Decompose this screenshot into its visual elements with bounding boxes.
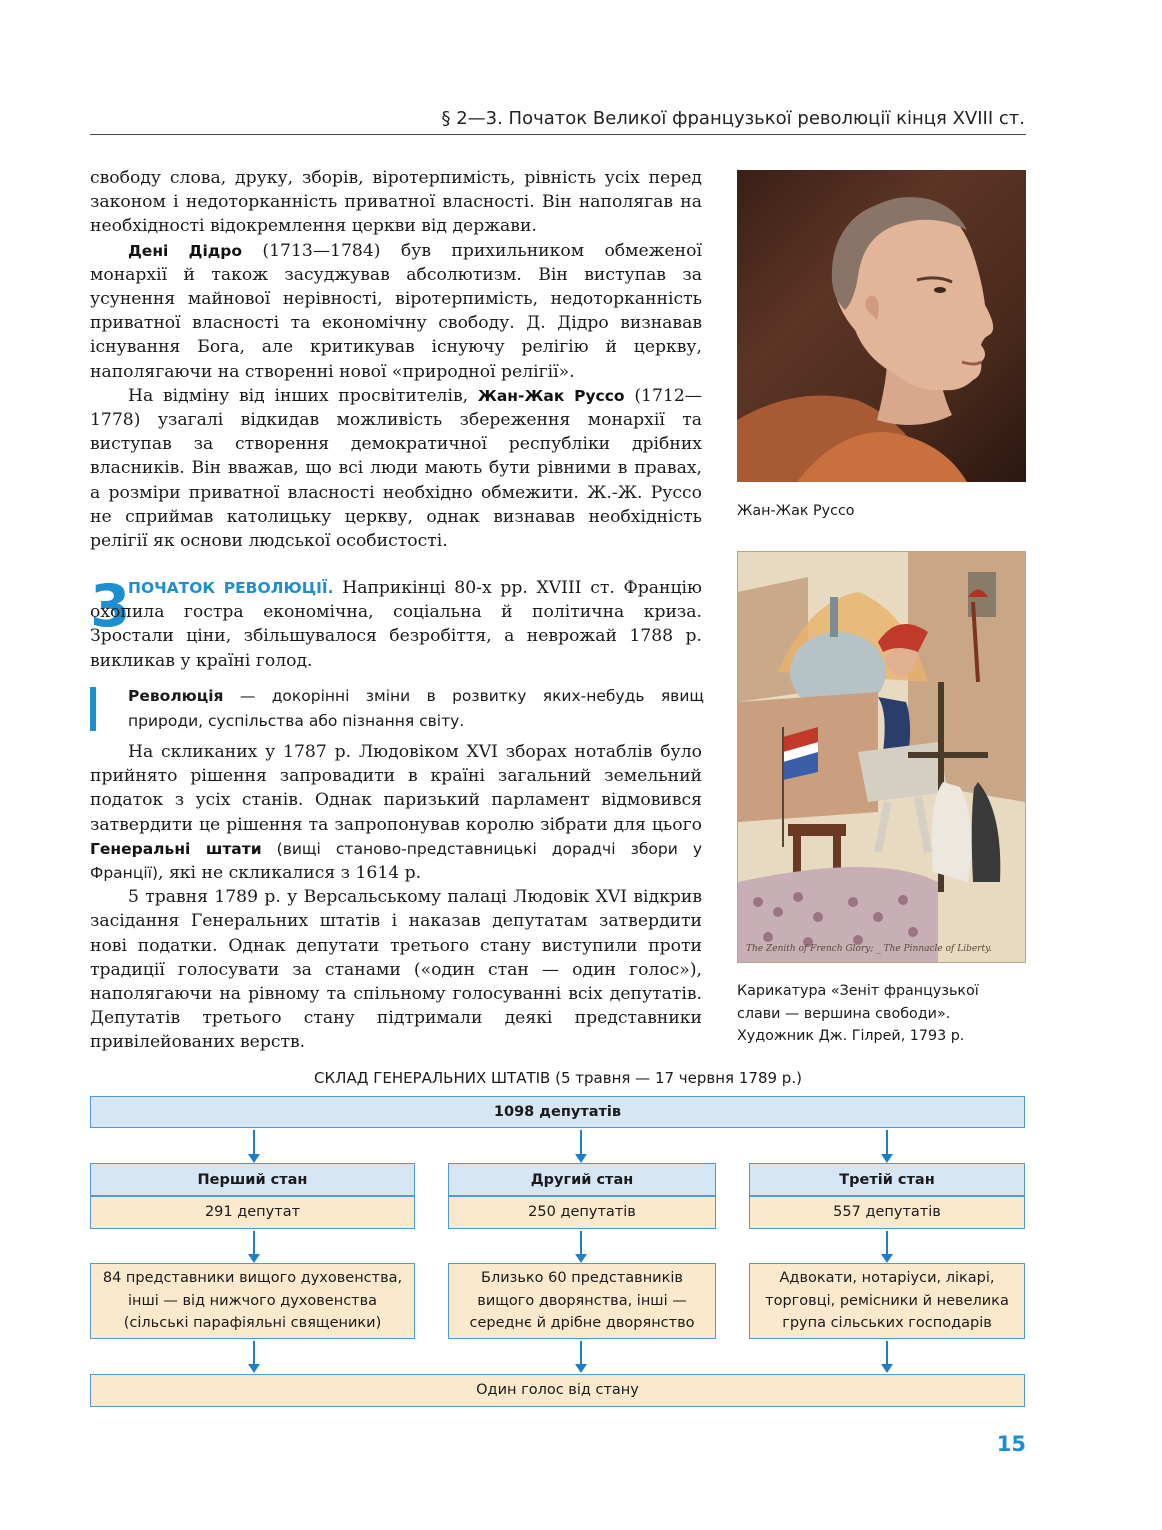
- diderot-text: (1713—1784) був прихильником обмеженої монархії й також засуджував абсолютизм. Він виступав за усунення майнової нерівності, віротерпимість, недоторканність приватної власності та економічну свободу. Д. Дідро визнавав існування Бога, але критикував існуючу релігію й церкву, наполягаючи на створенні нової «природної релігії».: [90, 240, 702, 382]
- arrow-down-icon: [580, 1341, 582, 1365]
- section3-paragraph: [90, 572, 702, 673]
- rousseau-portrait: [737, 170, 1026, 482]
- diagram-title-dates: (5 травня — 17 червня 1789 р.): [555, 1069, 802, 1087]
- estate-third-name: Третій стан: [749, 1163, 1025, 1196]
- body-text-bottom: [90, 740, 702, 1055]
- paragraph-notables: [90, 740, 702, 885]
- paragraph-montesquieu-end: свободу слова, друку, зборів, віротерпимість, рівність усіх перед законом і недоторканність приватної власності. Він наполягав на необхідності відокремлення церкви від держави.: [90, 168, 702, 237]
- rousseau-intro: На відміну від інших просвітителів,: [128, 385, 478, 406]
- paragraph-may5: 5 травня 1789 р. у Версальському палаці Людовік XVI відкрив засідання Генеральних штатів і наказав депутатам затвердити нові податки. Однак депутати третього стану виступили проти традиції голосувати за станами («один стан — один голос»), наполягаючи на рівному та спільному голосуванні всіх депутатів. Депутатів третього стану підтримали деякі представники привілейованих верств.: [90, 887, 702, 1053]
- arrow-down-icon: [886, 1130, 888, 1155]
- arrow-down-icon: [253, 1130, 255, 1155]
- body-text-top: [90, 166, 702, 553]
- caricature-illustration: [738, 552, 1025, 962]
- arrow-down-icon: [580, 1130, 582, 1155]
- definition: [128, 684, 704, 734]
- caricature-inscription: The Zenith of French Glory; _ The Pinnacle of Liberty.: [746, 944, 992, 954]
- definition-text: — докорінні зміни в розвитку яких-небудь явищ природи, суспільства або пізнання світу.: [128, 687, 704, 730]
- estate-second-composition: Близько 60 представників вищого дворянства, інші — середнє й дрібне дворянство: [448, 1263, 716, 1339]
- diderot-name: Дені Дідро: [128, 241, 243, 260]
- portrait-illustration: [737, 170, 1026, 482]
- estates-general-definition: (вищі станово-представницькі дорадчі збори у Франції): [90, 839, 702, 883]
- rousseau-name: Жан-Жак Руссо: [477, 386, 625, 405]
- running-header: § 2—3. Початок Великої французької революції кінця XVIII ст.: [441, 108, 1025, 129]
- page-number: 15: [996, 1432, 1026, 1456]
- arrow-down-icon: [253, 1231, 255, 1255]
- section3-body: Наприкінці 80-х рр. XVIII ст. Францію охопила гостра економічна, соціальна й політична криза. Зростали ціни, збільшувалося безробіття, а неврожай 1788 р. викликав у країні голод.: [90, 578, 702, 671]
- voting-rule: Один голос від стану: [90, 1374, 1025, 1407]
- notables-text: На скликаних у 1787 р. Людовіком XVI зборах нотаблів було прийнято рішення запровадити в країні загальний земельний податок з усіх станів. Однак паризький парламент відмовився затвердити це рішення та запропонував королю зібрати для цього: [90, 742, 702, 835]
- paragraph-rousseau: [90, 384, 702, 553]
- estate-second-count: 250 депутатів: [448, 1196, 716, 1229]
- diagram-title-main: СКЛАД ГЕНЕРАЛЬНИХ ШТАТІВ: [314, 1069, 551, 1087]
- estate-third-composition: Адвокати, нотаріуси, лікарі, торговці, ремісники й невелика група сільських господарів: [749, 1263, 1025, 1339]
- arrow-down-icon: [886, 1341, 888, 1365]
- diagram-total: 1098 депутатів: [90, 1096, 1025, 1128]
- definition-term: Революція: [128, 687, 224, 705]
- section3-title: ПОЧАТОК РЕВОЛЮЦІЇ.: [128, 579, 334, 597]
- diagram-title: [90, 1069, 1026, 1087]
- caricature-image: [737, 551, 1026, 963]
- paragraph-diderot: [90, 239, 702, 384]
- portrait-caption: Жан-Жак Руссо: [737, 503, 855, 519]
- arrow-down-icon: [580, 1231, 582, 1255]
- estate-first-count: 291 депутат: [90, 1196, 415, 1229]
- definition-bar: [90, 687, 96, 731]
- section3-text: [90, 572, 702, 673]
- header-rule: [90, 134, 1026, 135]
- estate-first-name: Перший стан: [90, 1163, 415, 1196]
- estate-second-name: Другий стан: [448, 1163, 716, 1196]
- estate-first-composition: 84 представники вищого духовенства, інші — від нижчого духовенства (сільські парафіяльні священики): [90, 1263, 415, 1339]
- estate-third-count: 557 депутатів: [749, 1196, 1025, 1229]
- section-number: 3: [90, 572, 131, 640]
- arrow-down-icon: [253, 1341, 255, 1365]
- caricature-caption: Карикатура «Зеніт французької слави — вершина свободи». Художник Дж. Гілрей, 1793 р.: [737, 983, 979, 1044]
- arrow-down-icon: [886, 1231, 888, 1255]
- rousseau-text: (1712—1778) узагалі відкидав можливість збереження монархії та виступав за створення демократичної республіки дрібних власників. Він вважав, що всі люди мають бути рівними в правах, а розміри приватної власності необхідно обмежити. Ж.-Ж. Руссо не сприймав католицьку церкву, однак визнавав необхідність релігії як основи людської особистості.: [90, 385, 702, 552]
- notables-text-end: , які не скликалися з 1614 р.: [158, 863, 422, 884]
- estates-general-term: Генеральні штати: [90, 839, 262, 858]
